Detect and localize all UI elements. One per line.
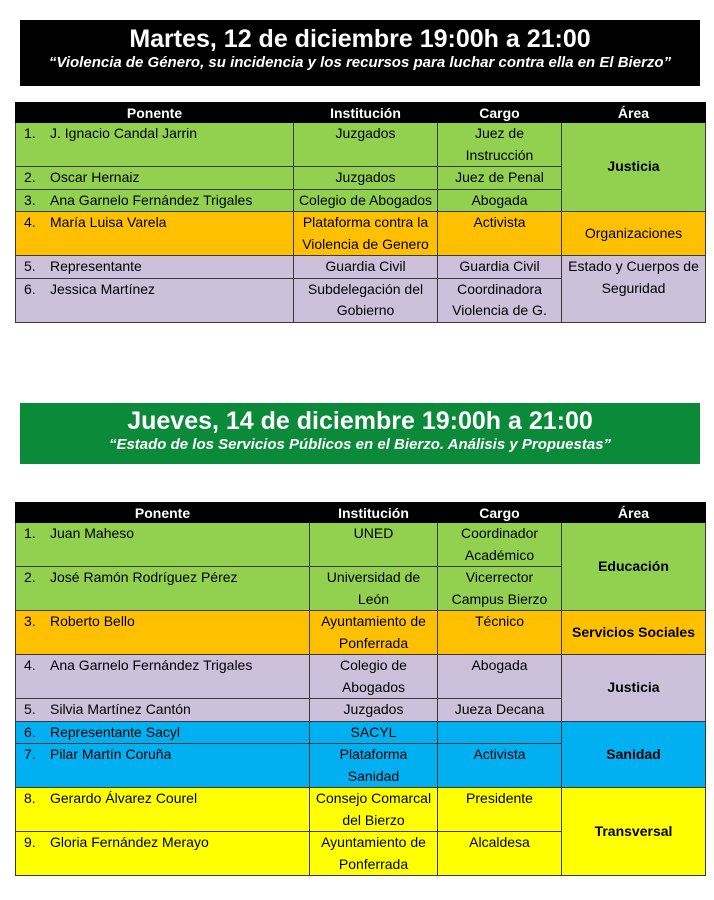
header-institucion: Institución <box>310 503 438 523</box>
area-cell-organizaciones: Organizaciones <box>562 212 706 256</box>
cargo-cell: Juez de Penal <box>438 167 562 190</box>
row-number: 1. <box>24 525 36 541</box>
institucion-cell: SACYL <box>310 721 438 744</box>
row-number: 8. <box>24 790 36 806</box>
session2-subtitle: “Estado de los Servicios Públicos en el Bierzo. Análisis y Propuestas” <box>108 436 612 453</box>
row-number: 7. <box>24 746 36 762</box>
institucion-cell: Consejo Comarcal del Bierzo <box>310 788 438 832</box>
ponente-name: Oscar Hernaiz <box>50 169 140 185</box>
institucion-cell: Juzgados <box>310 699 438 722</box>
row-number: 9. <box>24 834 36 850</box>
ponente-name: Jessica Martínez <box>50 280 156 297</box>
cargo-cell: Técnico <box>438 611 562 655</box>
row-number: 2. <box>24 169 36 185</box>
ponente-name: Juan Maheso <box>50 525 135 541</box>
ponente-cell <box>16 721 310 744</box>
row-number: 6. <box>24 723 36 740</box>
row-number: 3. <box>24 191 36 208</box>
ponente-cell <box>16 189 294 212</box>
ponente-cell <box>16 788 310 832</box>
table-row <box>16 123 706 167</box>
table-row <box>16 721 706 744</box>
row-number: 5. <box>24 258 36 274</box>
institucion-cell: Juzgados <box>294 167 438 190</box>
cargo-cell: Activista <box>438 744 562 788</box>
ponente-cell <box>16 278 294 322</box>
ponente-cell <box>16 167 294 190</box>
cargo-cell: Guardia Civil <box>438 256 562 279</box>
ponente-name: Gloria Fernández Merayo <box>50 834 209 850</box>
institucion-cell: Juzgados <box>294 123 438 167</box>
area-cell-transversal: Transversal <box>562 788 706 876</box>
header-cargo: Cargo <box>438 103 562 123</box>
ponente-name: María Luisa Varela <box>50 214 167 230</box>
session2-title: Jueves, 14 de diciembre 19:00h a 21:00 <box>127 407 593 435</box>
row-number: 4. <box>24 657 36 673</box>
ponente-name: Representante Sacyl <box>50 723 180 740</box>
ponente-cell <box>16 256 294 279</box>
session1-title: Martes, 12 de diciembre 19:00h a 21:00 <box>129 25 591 53</box>
row-number: 2. <box>24 569 36 585</box>
header-ponente: Ponente <box>16 503 310 523</box>
table-row <box>16 523 706 567</box>
table-header-row <box>16 503 706 523</box>
row-number: 4. <box>24 214 36 230</box>
row-number: 5. <box>24 701 36 717</box>
header-cargo: Cargo <box>438 503 562 523</box>
ponente-name: Pilar Martín Coruña <box>50 746 172 762</box>
ponente-name: Representante <box>50 258 142 274</box>
table-row <box>16 611 706 655</box>
ponente-cell <box>16 611 310 655</box>
row-number: 6. <box>24 280 36 297</box>
cargo-cell: Vicerrector Campus Bierzo <box>438 567 562 611</box>
ponente-cell <box>16 567 310 611</box>
session2-table <box>15 502 706 876</box>
area-cell-sanidad: Sanidad <box>562 721 706 788</box>
area-cell-educacion: Educación <box>562 523 706 611</box>
ponente-name: José Ramón Rodríguez Pérez <box>50 569 238 585</box>
header-institucion: Institución <box>294 103 438 123</box>
institucion-cell: Universidad de León <box>310 567 438 611</box>
row-number: 3. <box>24 613 36 629</box>
ponente-name: Ana Garnelo Fernández Trigales <box>50 191 253 208</box>
ponente-name: J. Ignacio Candal Jarrin <box>50 125 198 141</box>
ponente-cell <box>16 699 310 722</box>
session1-subtitle: “Violencia de Género, su incidencia y los recursos para luchar contra ella en El Bierzo” <box>48 54 672 71</box>
table-header-row <box>16 103 706 123</box>
ponente-name: Ana Garnelo Fernández Trigales <box>50 657 253 673</box>
area-cell-justicia: Justicia <box>562 123 706 212</box>
cargo-cell: Juez de Instrucción <box>438 123 562 167</box>
session1-table <box>15 102 706 323</box>
ponente-cell <box>16 744 310 788</box>
cargo-cell: Activista <box>438 212 562 256</box>
ponente-name: Silvia Martínez Cantón <box>50 701 191 717</box>
institucion-cell: Plataforma contra la Violencia de Genero <box>294 212 438 256</box>
cargo-cell: Jueza Decana <box>438 699 562 722</box>
header-ponente: Ponente <box>16 103 294 123</box>
institucion-cell: Ayuntamiento de Ponferrada <box>310 832 438 876</box>
ponente-name: Roberto Bello <box>50 613 135 629</box>
institucion-cell: Guardia Civil <box>294 256 438 279</box>
area-cell-justicia: Justicia <box>562 655 706 722</box>
institucion-cell: Colegio de Abogados <box>294 189 438 212</box>
cargo-cell: Presidente <box>438 788 562 832</box>
ponente-cell <box>16 655 310 699</box>
header-area: Área <box>562 503 706 523</box>
cargo-cell: Abogada <box>438 189 562 212</box>
cargo-cell: Abogada <box>438 655 562 699</box>
institucion-cell: Plataforma Sanidad <box>310 744 438 788</box>
ponente-name: Gerardo Álvarez Courel <box>50 790 198 806</box>
cargo-cell <box>438 721 562 744</box>
table-row <box>16 256 706 279</box>
cargo-cell: Coordinadora Violencia de G. <box>438 278 562 322</box>
session1-banner <box>20 20 700 86</box>
ponente-cell <box>16 212 294 256</box>
ponente-cell <box>16 123 294 167</box>
row-number: 1. <box>24 125 36 141</box>
table-row <box>16 212 706 256</box>
area-cell-servicios-sociales: Servicios Sociales <box>562 611 706 655</box>
ponente-cell <box>16 523 310 567</box>
institucion-cell: UNED <box>310 523 438 567</box>
area-cell-estado: Estado y Cuerpos de Seguridad <box>562 256 706 323</box>
ponente-cell <box>16 832 310 876</box>
header-area: Área <box>562 103 706 123</box>
session2-banner <box>20 403 700 464</box>
institucion-cell: Colegio de Abogados <box>310 655 438 699</box>
cargo-cell: Coordinador Académico <box>438 523 562 567</box>
institucion-cell: Ayuntamiento de Ponferrada <box>310 611 438 655</box>
cargo-cell: Alcaldesa <box>438 832 562 876</box>
institucion-cell: Subdelegación del Gobierno <box>294 278 438 322</box>
table-row <box>16 655 706 699</box>
table-row <box>16 788 706 832</box>
